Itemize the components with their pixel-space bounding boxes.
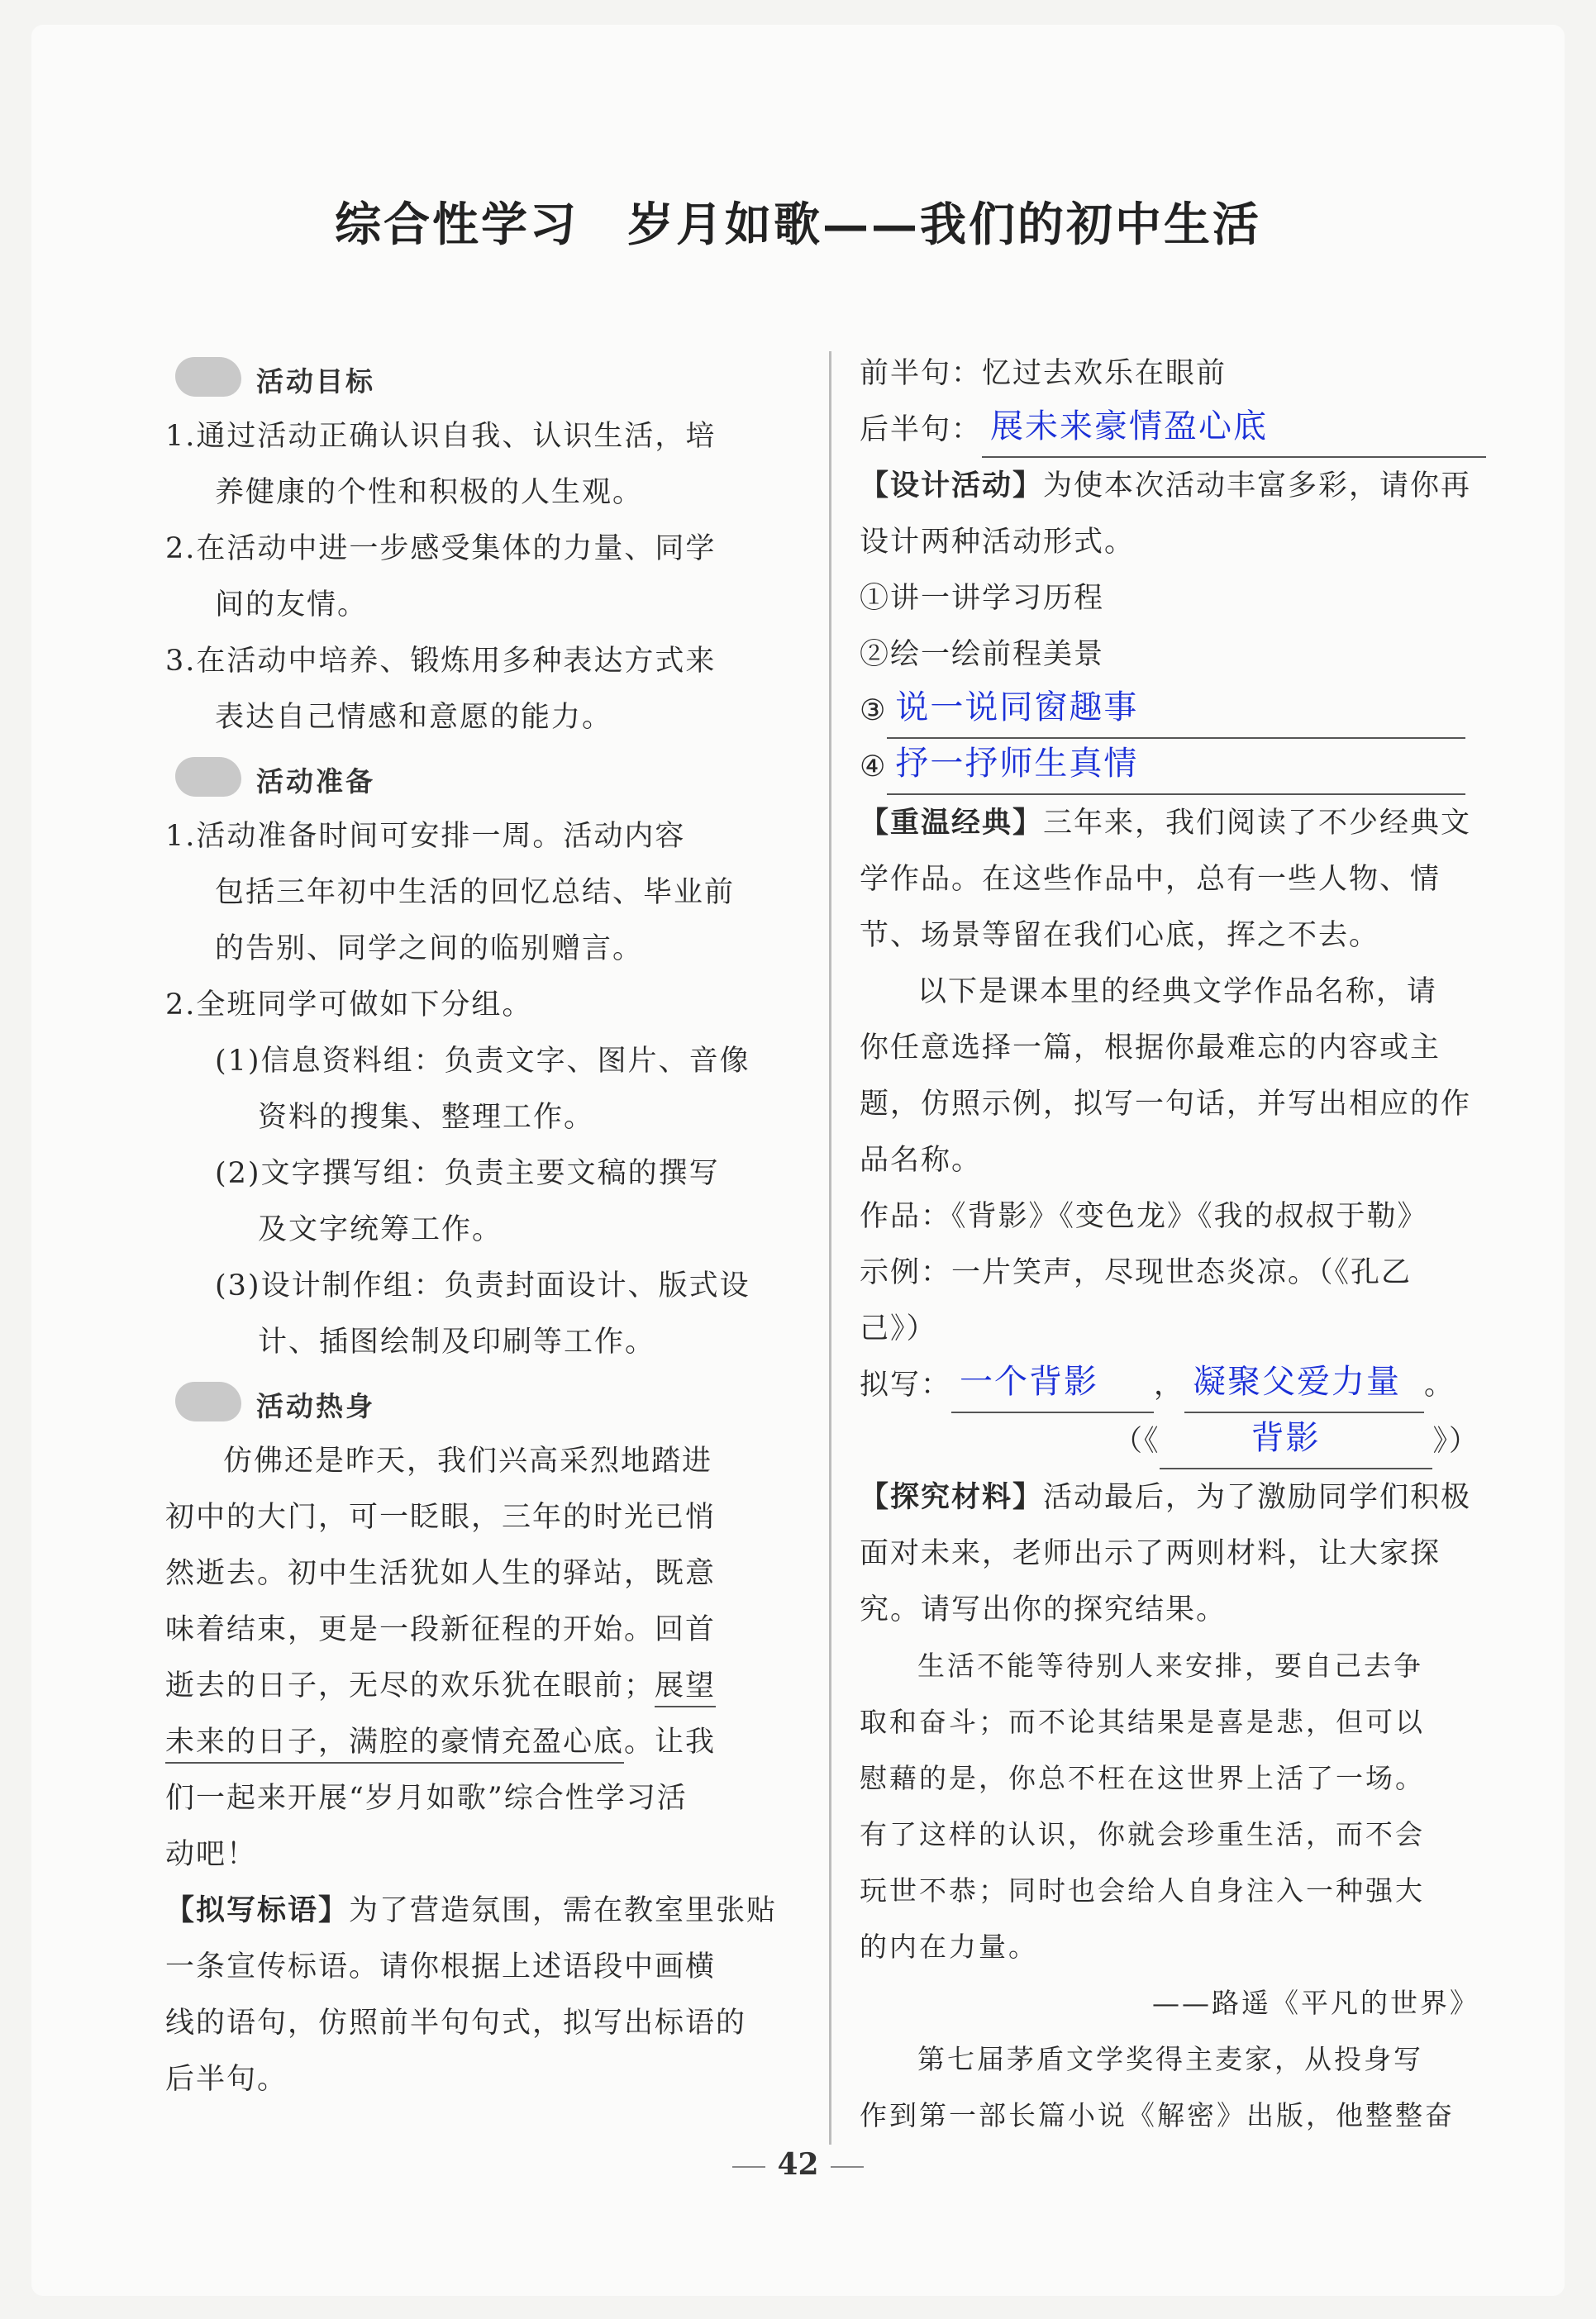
warmup-line: 仿佛还是昨天，我们兴高采烈地踏进 — [223, 1445, 713, 1478]
goal-line: 间的友情。 — [215, 588, 369, 621]
section-marker-icon — [175, 1382, 241, 1421]
quote-source: ——路遥《平凡的世界》 — [1152, 1987, 1479, 2019]
prep-line: 的告别、同学之间的临别赠言。 — [215, 932, 644, 965]
goal-line: 2.在活动中进一步感受集体的力量、同学 — [165, 532, 717, 565]
explore-line — [860, 1469, 1479, 1526]
section-warmup — [165, 1374, 810, 1431]
second-half-line — [860, 402, 1479, 458]
prep-line: 1.活动准备时间可安排一周。活动内容 — [165, 820, 686, 853]
warmup-text: 。让我 — [624, 1726, 717, 1759]
explore-line: 究。请写出你的探究结果。 — [860, 1593, 1227, 1626]
classic-line: 你任意选择一篇，根据你最难忘的内容或主 — [860, 1031, 1441, 1064]
classic-line: 己》） — [860, 1312, 937, 1345]
design-4-blank — [887, 747, 1465, 795]
goal-line: 1.通过活动正确认识自我、认识生活，培 — [165, 420, 717, 453]
prep-line: (3)设计制作组：负责封面设计、版式设 — [215, 1269, 750, 1302]
underlined-sentence: 未来的日子，满腔的豪情充盈心底 — [165, 1726, 624, 1764]
handwritten-answer: 一个背影 — [960, 1363, 1099, 1401]
section-warmup-label: 活动热身 — [256, 1390, 375, 1422]
prep-line: 资料的搜集、整理工作。 — [258, 1101, 595, 1134]
work-blank — [1160, 1421, 1432, 1469]
classic-line: 品名称。 — [860, 1144, 983, 1177]
explore-text: 活动最后，为了激励同学们积极 — [1043, 1481, 1472, 1514]
handwritten-answer: 抒一抒师生真情 — [895, 745, 1139, 783]
classic-line: 作品：《背影》《变色龙》《我的叔叔于勒》 — [860, 1200, 1428, 1233]
design-3-label: ③ — [860, 694, 888, 727]
handwritten-answer: 展未来豪情盈心底 — [990, 407, 1269, 445]
page-number-dash — [732, 2166, 765, 2168]
page-number-dash — [831, 2166, 864, 2168]
warmup-line: 动吧！ — [165, 1838, 258, 1871]
handwritten-answer: 说一说同窗趣事 — [895, 688, 1139, 726]
first-half-line: 前半句：忆过去欢乐在眼前 — [860, 357, 1227, 390]
prep-line: 2.全班同学可做如下分组。 — [165, 988, 533, 1021]
warmup-line: 味着结束，更是一段新征程的开始。回首 — [165, 1613, 717, 1646]
slogan-line — [165, 1883, 810, 1939]
goal-line: 养健康的个性和积极的人生观。 — [215, 476, 644, 509]
warmup-line: 初中的大门，可一眨眼，三年的时光已悄 — [165, 1501, 717, 1534]
prep-line: 及文字统筹工作。 — [258, 1213, 503, 1246]
page-number-text: 42 — [777, 2147, 819, 2182]
classic-line: 以下是课本里的经典文学作品名称，请 — [917, 975, 1438, 1008]
right-column — [860, 345, 1479, 2144]
design-line: ②绘一绘前程美景 — [860, 638, 1105, 671]
section-marker-icon — [175, 357, 241, 397]
design-4-label: ④ — [860, 750, 888, 783]
page-title — [0, 188, 1596, 255]
explore-line: 面对未来，老师出示了两则材料，让大家探 — [860, 1537, 1441, 1570]
design-line — [860, 458, 1479, 514]
title-text: 综合性学习 岁月如歌——我们的初中生活 — [335, 198, 1261, 252]
section-goal-label: 活动目标 — [256, 365, 375, 398]
warmup-line: 然逝去。初中生活犹如人生的驿站，既意 — [165, 1557, 717, 1590]
imitate-period: 。 — [1424, 1369, 1455, 1402]
second-half-label: 后半句： — [860, 413, 983, 446]
goal-line: 3.在活动中培养、锻炼用多种表达方式来 — [165, 645, 717, 678]
imitate-comma: ， — [1154, 1369, 1185, 1402]
slogan-line: 一条宣传标语。请你根据上述语段中画横 — [165, 1950, 717, 1983]
design-line — [860, 739, 1479, 795]
page-number — [0, 2147, 1596, 2182]
design-tag: 【设计活动】 — [860, 469, 1044, 502]
work-line — [860, 1413, 1479, 1469]
section-prep-label: 活动准备 — [256, 765, 375, 798]
explore-tag: 【探究材料】 — [860, 1481, 1044, 1514]
imitate-blank-2 — [1184, 1365, 1424, 1413]
imitate-blank-1 — [951, 1365, 1154, 1413]
design-3-blank — [887, 688, 1465, 739]
last-line: 作到第一部长篇小说《解密》出版，他整整奋 — [860, 2099, 1455, 2131]
section-marker-icon — [175, 757, 241, 797]
design-line — [860, 683, 1479, 739]
section-goal — [165, 349, 810, 407]
work-open: （《 — [1112, 1425, 1160, 1458]
column-divider — [829, 351, 831, 2145]
warmup-line — [165, 1714, 810, 1770]
work-close: 》） — [1432, 1425, 1479, 1458]
handwritten-answer: 背影 — [1251, 1419, 1321, 1457]
slogan-tag: 【拟写标语】 — [165, 1894, 350, 1927]
imitate-line — [860, 1357, 1479, 1413]
goal-line: 表达自己情感和意愿的能力。 — [215, 701, 613, 734]
slogan-line: 后半句。 — [165, 2063, 288, 2096]
second-half-blank — [982, 407, 1486, 458]
design-line: ①讲一讲学习历程 — [860, 582, 1105, 615]
handwritten-answer: 凝聚父爱力量 — [1193, 1363, 1402, 1401]
section-prep — [165, 749, 810, 807]
underlined-sentence: 展望 — [655, 1669, 716, 1707]
warmup-text: 逝去的日子，无尽的欢乐犹在眼前； — [165, 1669, 655, 1702]
design-text: 为使本次活动丰富多彩，请你再 — [1043, 469, 1472, 502]
prep-line: 计、插图绘制及印刷等工作。 — [258, 1326, 656, 1359]
warmup-line: 们一起来开展“岁月如歌”综合性学习活 — [165, 1782, 688, 1815]
classic-line: 节、场景等留在我们心底，挥之不去。 — [860, 919, 1380, 952]
imitate-label: 拟写： — [860, 1369, 952, 1402]
quote-line: 有了这样的认识，你就会珍重生活，而不会 — [860, 1818, 1425, 1850]
quote-line: 慰藉的是，你总不枉在这世界上活了一场。 — [860, 1762, 1425, 1794]
quote-line: 玩世不恭；同时也会给人自身注入一种强大 — [860, 1874, 1425, 1907]
classic-line: 题，仿照示例，拟写一句话，并写出相应的作 — [860, 1088, 1472, 1121]
left-column — [165, 345, 810, 2107]
quote-line: 生活不能等待别人来安排，要自己去争 — [917, 1650, 1423, 1682]
prep-line: 包括三年初中生活的回忆总结、毕业前 — [215, 876, 736, 909]
quote-line: 取和奋斗；而不论其结果是喜是悲，但可以 — [860, 1706, 1425, 1738]
prep-line: (2)文字撰写组：负责主要文稿的撰写 — [215, 1157, 720, 1190]
last-line: 第七届茅盾文学奖得主麦家，从投身写 — [917, 2043, 1423, 2075]
classic-tag: 【重温经典】 — [860, 807, 1044, 840]
slogan-text: 为了营造氛围，需在教室里张贴 — [349, 1894, 778, 1927]
quote-line: 的内在力量。 — [860, 1931, 1038, 1963]
classic-text: 三年来，我们阅读了不少经典文 — [1043, 807, 1472, 840]
warmup-line — [165, 1658, 810, 1714]
prep-line: (1)信息资料组：负责文字、图片、音像 — [215, 1045, 750, 1078]
design-line: 设计两种活动形式。 — [860, 526, 1136, 559]
classic-line: 示例：一片笑声，尽现世态炎凉。（《孔乙 — [860, 1256, 1413, 1289]
slogan-line: 线的语句，仿照前半句句式，拟写出标语的 — [165, 2007, 747, 2040]
classic-line — [860, 795, 1479, 851]
classic-line: 学作品。在这些作品中，总有一些人物、情 — [860, 863, 1441, 896]
